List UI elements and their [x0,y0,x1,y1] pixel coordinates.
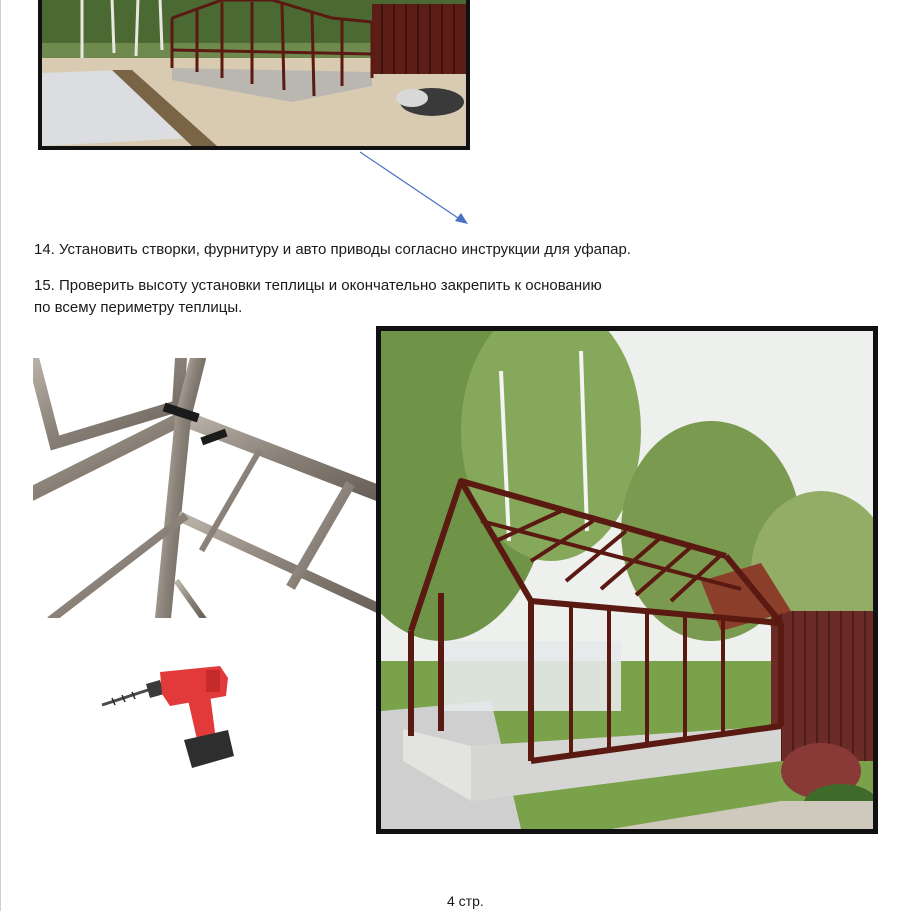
page-number: 4 стр. [447,893,484,909]
greenhouse-frame-photo-top [38,0,470,150]
step-15-line2: по всему периметру теплицы. [34,299,243,316]
page-edge [0,0,1,911]
step-14-text: 14. Установить створки, фурнитуру и авто приводы согласно инструкции для уфапар. [34,241,631,258]
step-15-line1: 15. Проверить высоту установки теплицы и окончательно закрепить к основанию [34,277,602,294]
pointer-arrow [355,148,475,228]
drill-icon [100,660,240,772]
frame-joint-detail [33,358,378,618]
greenhouse-frame-photo-main [376,326,878,834]
step-15-text [34,275,734,319]
